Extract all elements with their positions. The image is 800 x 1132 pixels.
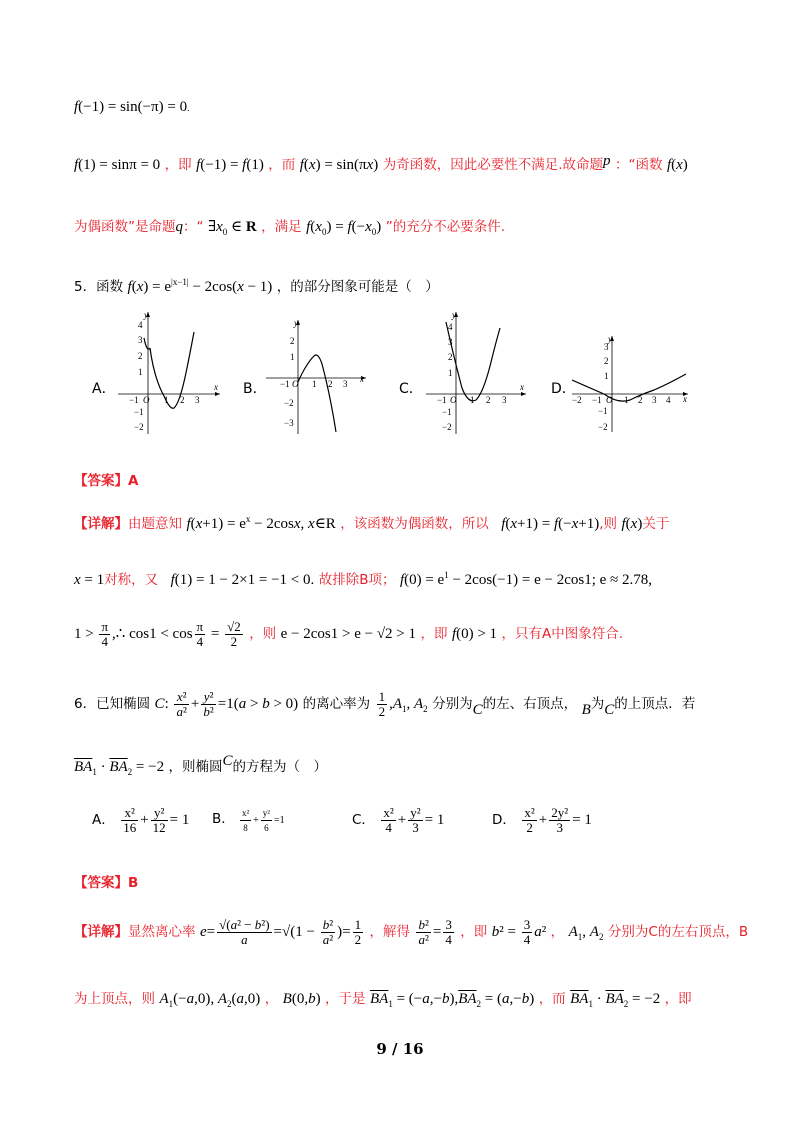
option-6-d: D． $\frac{\text{x²}}{2}$ + $\frac{\text{2y²}}{3}$ = 1	[492, 805, 592, 835]
y-axis-label: y	[452, 310, 456, 320]
graph-option-a	[112, 308, 224, 438]
option-6-c: C． $\frac{\text{x²}}{4}$ + $\frac{\text{y²}}{3}$ = 1	[352, 805, 445, 835]
svg-text:2: 2	[638, 395, 643, 405]
detail-5-line-2: x = 1对称，又 f(1) = 1 − 2×1 = −1 < 0. 故排除B项； $f(0) = e^1 - 2\cos(-1) = e - 2\cos 1$; e ≈ 2.78,	[74, 570, 653, 588]
svg-text:O: O	[292, 379, 299, 389]
svg-text:−1: −1	[134, 407, 144, 417]
x-axis-label: x	[520, 382, 524, 392]
svg-text:O: O	[450, 395, 457, 405]
svg-text:−1: −1	[437, 395, 447, 405]
solution-line-3: 为偶函数”是命题q：“ $\exists x_0$ ∈ R ，满足 $f(x_0) = f(-x_0)$ ”的充分不必要条件.	[74, 219, 505, 237]
option-6-b: B． $\frac{\text{x²}}{8}$ + $\frac{\text{y²}}{6}$ =1	[212, 808, 285, 833]
question-6-line-2: $\overline{BA}_1 \cdot \overline{BA}_2 = -2$ ，则椭圆C的方程为（ ）	[74, 753, 328, 777]
solution-line-1: f(−1) = sin(−π) = 0.	[74, 99, 190, 115]
svg-text:2: 2	[448, 352, 453, 362]
y-axis-label: y	[294, 318, 298, 328]
svg-text:O: O	[606, 395, 613, 405]
svg-text:2: 2	[486, 395, 491, 405]
option-d-label: D．	[551, 381, 576, 397]
svg-text:3: 3	[138, 335, 143, 345]
svg-text:2: 2	[180, 395, 185, 405]
svg-text:−1: −1	[598, 406, 608, 416]
svg-text:−2: −2	[284, 398, 294, 408]
svg-text:2: 2	[328, 379, 333, 389]
question-6-line-1: 6．已知椭圆 C: $\frac{\text{x²}}{\text{a²}}$ + $\frac{\text{y²}}{\text{b²}}$ =1(a > b > 0) 的离心率为 $\frac{1}{2}$ $,A_1$, $A_2$ 分别为C的左、右顶点， B为C的上顶点．若	[74, 689, 696, 719]
svg-text:4: 4	[138, 320, 143, 330]
svg-text:O: O	[143, 395, 150, 405]
svg-text:−2: −2	[134, 422, 144, 432]
svg-text:−2: −2	[572, 395, 582, 405]
detail-6-line-2: 为上顶点，则 $A_1(-a,0)$, $A_2(a,0)$ ， B(0,b) ，于是 $\overline{BA}_1 = (-a,-b),\overline{BA}_2 = (a,-b)$ ，而 $\overline{BA}_1 \cdot \overline{BA}_2 = -2$ ，即	[74, 991, 692, 1009]
svg-text:2: 2	[290, 336, 295, 346]
svg-text:4: 4	[666, 395, 671, 405]
detail-5-line-1: 【详解】由题意知 $f(x+1) = e^x - 2\cos x$, x∈R ，该函数为偶函数，所以 f(x+1) = f(−x+1),则 f(x)关于	[74, 514, 670, 532]
svg-text:3: 3	[195, 395, 200, 405]
svg-text:3: 3	[502, 395, 507, 405]
svg-text:−1: −1	[129, 395, 139, 405]
svg-text:−3: −3	[284, 418, 294, 428]
svg-text:−2: −2	[598, 422, 608, 432]
graph-option-d	[568, 332, 692, 436]
page-number: 9 / 16	[376, 1040, 424, 1058]
option-6-a: A． $\frac{\text{x²}}{16}$ + $\frac{\text{y²}}{12}$ = 1	[92, 805, 190, 835]
svg-text:3: 3	[652, 395, 657, 405]
svg-text:1: 1	[470, 395, 475, 405]
svg-text:−1: −1	[592, 395, 602, 405]
svg-text:2: 2	[138, 351, 143, 361]
svg-text:1: 1	[164, 395, 169, 405]
svg-text:−1: −1	[280, 379, 290, 389]
option-b-label: B．	[243, 381, 267, 397]
svg-text:2: 2	[604, 356, 609, 366]
option-c-label: C．	[399, 381, 423, 397]
svg-text:1: 1	[624, 395, 629, 405]
answer-5: 【答案】A	[74, 473, 139, 489]
detail-5-line-3: 1 > $\frac{\pi}{4}$ ,∴ cos1 < cos $\frac{\pi}{4}$ = $\frac{√2}{2}$ ，则 e − 2cos1 > e − √2 > 1 ，即 f(0) > 1 ，只有A中图象符合.	[74, 619, 624, 649]
svg-text:−1: −1	[442, 407, 452, 417]
option-a-label: A．	[92, 381, 116, 397]
svg-text:1: 1	[138, 367, 143, 377]
svg-text:1: 1	[448, 368, 453, 378]
answer-6: 【答案】B	[74, 875, 139, 891]
question-5: 5．函数 $f(x) = e^{|x-1|} - 2\cos(x - 1)$ ，的部分图象可能是（ ）	[74, 277, 439, 295]
svg-text:1: 1	[290, 352, 295, 362]
solution-line-2: f(1) = sinπ = 0 ，即 f(−1) = f(1) ，而 f(x) = sin(πx) 为奇函数，因此必要性不满足.故命题p ：“函数 f(x)	[74, 153, 688, 173]
svg-text:4: 4	[448, 322, 453, 332]
x-axis-label: x	[360, 374, 364, 384]
svg-text:−2: −2	[442, 422, 452, 432]
detail-6-line-1: 【详解】显然离心率 e= $\frac{\text{√(a² − b²)}}{a}$ =√(1 − $\frac{\text{b²}}{\text{a²}}$ )= $\frac{1}{2}$ ，解得 $\frac{\text{b²}}{\text{a²}}$ = $\frac{3}{4}$ ，即 b² = $\frac{3}{4}$ a² ， $A_1$, $A_2$ 分别为C的左右顶点，B	[74, 917, 749, 947]
x-axis-label: x	[214, 382, 218, 392]
svg-text:1: 1	[312, 379, 317, 389]
x-axis-label: x	[683, 394, 687, 404]
svg-text:3: 3	[448, 337, 453, 347]
y-axis-label: y	[144, 310, 148, 320]
svg-text:1: 1	[604, 371, 609, 381]
svg-text:3: 3	[343, 379, 348, 389]
graph-option-b	[262, 314, 374, 438]
graph-option-c	[420, 308, 530, 438]
y-axis-label: y	[608, 334, 612, 344]
svg-text:3: 3	[604, 342, 609, 352]
